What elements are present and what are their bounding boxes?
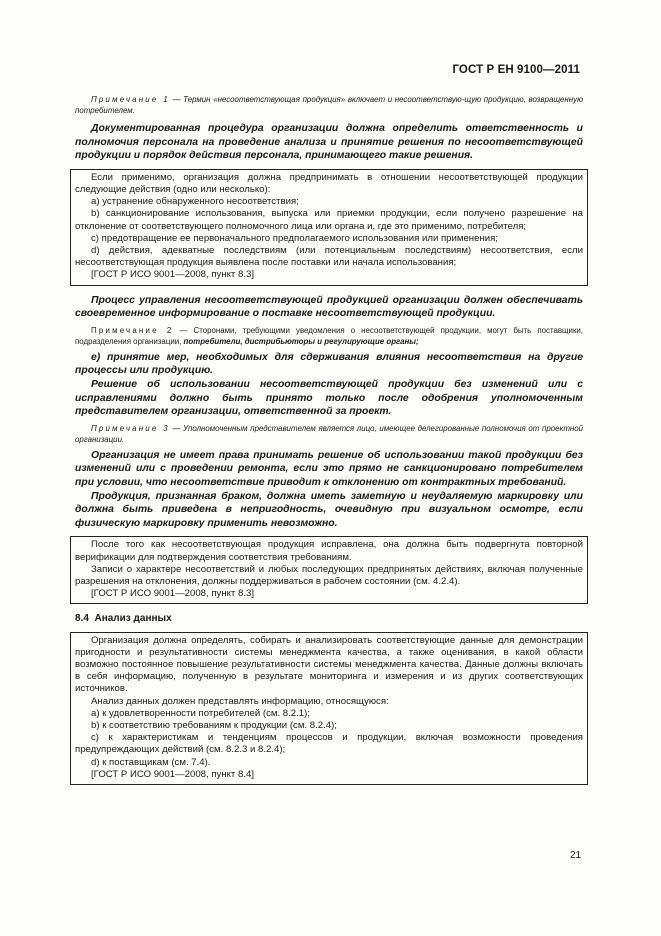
page-number: 21	[570, 850, 582, 861]
documented-procedure-paragraph: Документированная процедура организации должна определить ответственность и полномочия персонала на проведение анализа и принятие решения по несоответствующей продукции и порядок действия персонала, принимающего такие решения.	[75, 123, 583, 162]
box2-paragraph-2: Записи о характере несоответствий и любых последующих предпринятых действиях, включая полученные разрешения на отклонения, должны поддерживаться в рабочем состоянии (см. 4.2.4).	[75, 563, 583, 587]
standard-code-header: ГОСТ Р ЕН 9100—2011	[452, 64, 580, 76]
box3-reference: [ГОСТ Р ИСО 9001—2008, пункт 8.4]	[91, 768, 254, 780]
section-heading	[75, 613, 583, 625]
box3-paragraph-1: Организация должна определять, собирать и анализировать соответствующие данные для демонстрации пригодности и результативности системы менеджмента качества, а также оценивания, в какой области возможно постоянное повышение результативности системы менеджмента качества. Данные должны включать в себя информацию, полученную в результате мониторинга и измерения и из других соответствующих источников.	[75, 634, 583, 695]
note-1-label: Примечание 1	[91, 95, 170, 104]
iso-quote-box-3	[70, 632, 588, 785]
box1-intro: Если применимо, организация должна предпринимать в отношении несоответствующей продукции следующие действия (одно или несколько):	[75, 171, 583, 195]
iso-quote-box-1	[70, 169, 588, 286]
note-2-bold-text: потребители, дистрибьюторы и регулирующие органы;	[183, 336, 419, 346]
note-1-text: — Термин «несоответствующая продукция» включает и несоответствую-щую продукцию, возвращенную потребителем.	[75, 95, 583, 115]
box3-item-c: c) к характеристикам и тенденциям процессов и продукции, включая возможности проведения предупреждающих действий (см. 8.2.3 и 8.2.4);	[75, 732, 583, 756]
box3-item-b: b) к соответствию требованиям к продукции (см. 8.2.4);	[91, 719, 337, 731]
iso-quote-box-2	[70, 536, 588, 604]
note-3	[75, 423, 583, 445]
scrap-paragraph: Продукция, признанная браком, должна иметь заметную и неудаляемую маркировку или должна быть приведена в непригодность, очевидную при визуальном осмотре, если физическую маркировку применить невозможно.	[75, 490, 583, 529]
note-2-text: — Сторонами, требующими уведомления о несоответствующей продукции, могут быть поставщики, подразделения организации,	[75, 325, 583, 346]
note-3-label: Примечание 3	[91, 423, 170, 433]
box2-reference: [ГОСТ Р ИСО 9001—2008, пункт 8.3]	[91, 588, 254, 600]
item-e-paragraph: e) принятие мер, необходимых для сдерживания влияния несоответствия на другие процессы или продукцию.	[75, 351, 583, 377]
box1-item-b: b) санкционирование использования, выпуска или приемки продукции, если получено разрешение на отклонение от соответствующего полномочного лица или органа и, где это применимо, потребителя;	[75, 208, 583, 232]
note-2	[75, 325, 583, 347]
box3-item-d: d) к поставщикам (см. 7.4).	[91, 756, 211, 768]
box3-paragraph-2: Анализ данных должен представлять информацию, относящуюся:	[91, 695, 389, 707]
box1-item-d: d) действия, адекватные последствиям (или потенциальным последствиям) несоответствия, если несоответствующая продукция выявлена после поставки или начала использования;	[75, 245, 583, 269]
box2-paragraph-1: После того как несоответствующая продукция исправлена, она должна быть подвергнута повторной верификации для подтверждения соответствия требованиям.	[75, 539, 583, 563]
box1-item-c: c) предотвращение ее первоначального предполагаемого использования или применения;	[91, 232, 498, 244]
section-number: 8.4	[75, 613, 89, 625]
note-2-label: Примечание 2	[91, 325, 174, 335]
process-paragraph: Процесс управления несоответствующей продукцией организации должен обеспечивать своевременное информирование о поставке несоответствующей продукции.	[75, 294, 583, 320]
decision-paragraph: Решение об использовании несоответствующей продукции без изменений или с исправлениями должно быть принято только после одобрения уполномоченным представителем организации, ответственной за проект.	[75, 378, 583, 418]
box1-item-a: a) устранение обнаруженного несоответствия;	[91, 196, 299, 208]
note-1	[75, 94, 583, 116]
box1-reference: [ГОСТ Р ИСО 9001—2008, пункт 8.3]	[91, 269, 254, 281]
note-3-text: — Уполномоченным представителем является лицо, имеющее делегированные полномочия от проектной организации.	[75, 423, 584, 444]
page-content	[75, 94, 583, 785]
section-title: Анализ данных	[94, 613, 172, 625]
no-right-paragraph: Организация не имеет права принимать решение об использовании такой продукции без изменений или с проведении ремонта, если это прямо не санкционировано потребителем при условии, что несоответствие приводит к отклонению от контрактных требований.	[75, 449, 583, 488]
box3-item-a: a) к удовлетворенности потребителей (см. 8.2.1);	[91, 707, 311, 719]
